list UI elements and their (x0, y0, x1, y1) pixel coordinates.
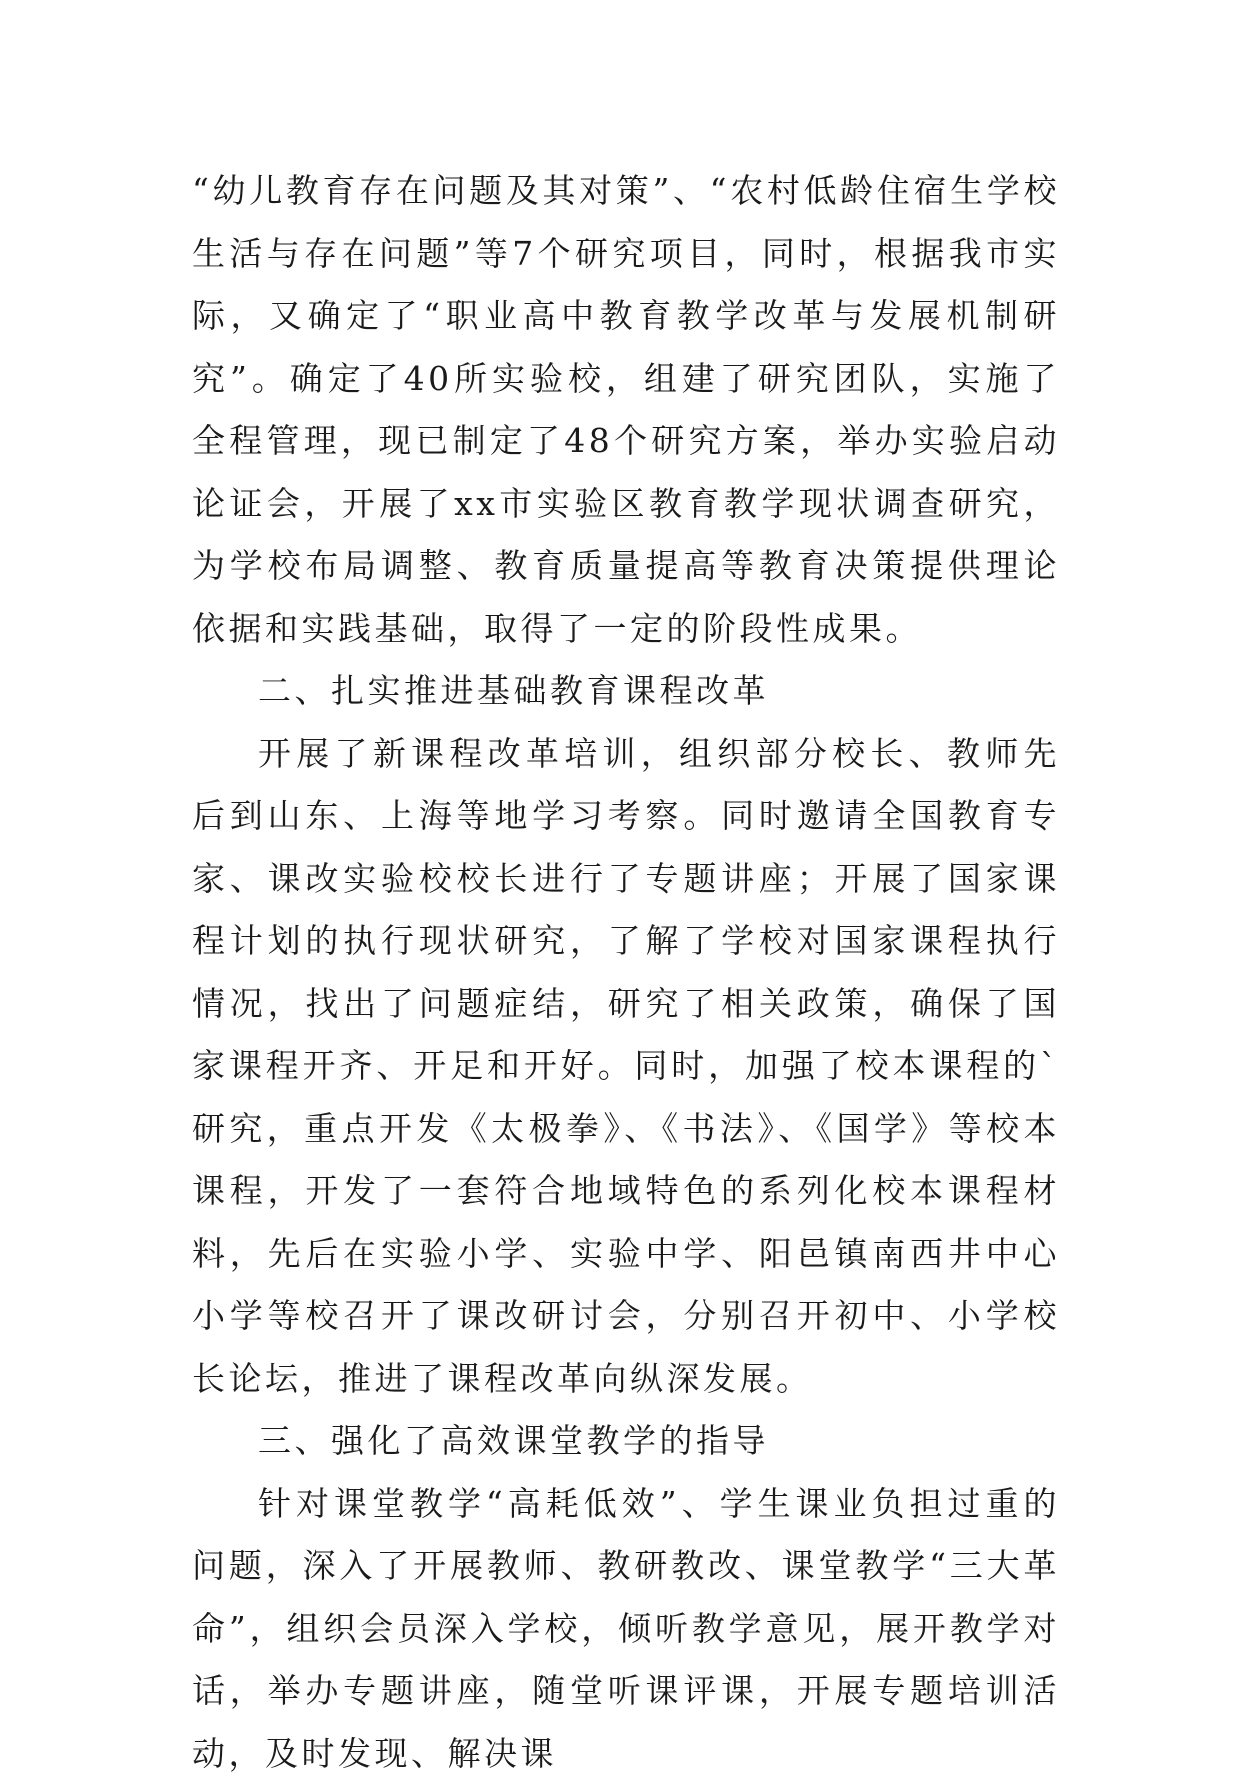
document-body (192, 160, 1060, 1785)
paragraph-efficient-classroom: 针对课堂教学“高耗低效”、学生课业负担过重的问题，深入了开展教师、教研教改、课堂教学“三大革命”，组织会员深入学校，倾听教学意见，展开教学对话，举办专题讲座，随堂听课评课，开展专题培训活动，及时发现、解决课 (192, 1473, 1060, 1785)
paragraph-research-projects: “幼儿教育存在问题及其对策”、“农村低龄住宿生学校生活与存在问题”等7个研究项目，同时，根据我市实际，又确定了“职业高中教育教学改革与发展机制研究”。确定了40所实验校，组建了研究团队，实施了全程管理，现已制定了48个研究方案，举办实验启动论证会，开展了xx市实验区教育教学现状调查研究，为学校布局调整、教育质量提高等教育决策提供理论依据和实践基础，取得了一定的阶段性成果。 (192, 160, 1060, 660)
paragraph-curriculum-reform: 开展了新课程改革培训，组织部分校长、教师先后到山东、上海等地学习考察。同时邀请全国教育专家、课改实验校校长进行了专题讲座；开展了国家课程计划的执行现状研究，了解了学校对国家课程执行情况，找出了问题症结，研究了相关政策，确保了国家课程开齐、开足和开好。同时，加强了校本课程的`研究，重点开发《太极拳》、《书法》、《国学》等校本课程，开发了一套符合地域特色的系列化校本课程材料，先后在实验小学、实验中学、阳邑镇南西井中心小学等校召开了课改研讨会，分别召开初中、小学校长论坛，推进了课程改革向纵深发展。 (192, 723, 1060, 1411)
heading-efficient-classroom: 三、强化了高效课堂教学的指导 (192, 1410, 1060, 1473)
heading-curriculum-reform: 二、扎实推进基础教育课程改革 (192, 660, 1060, 723)
